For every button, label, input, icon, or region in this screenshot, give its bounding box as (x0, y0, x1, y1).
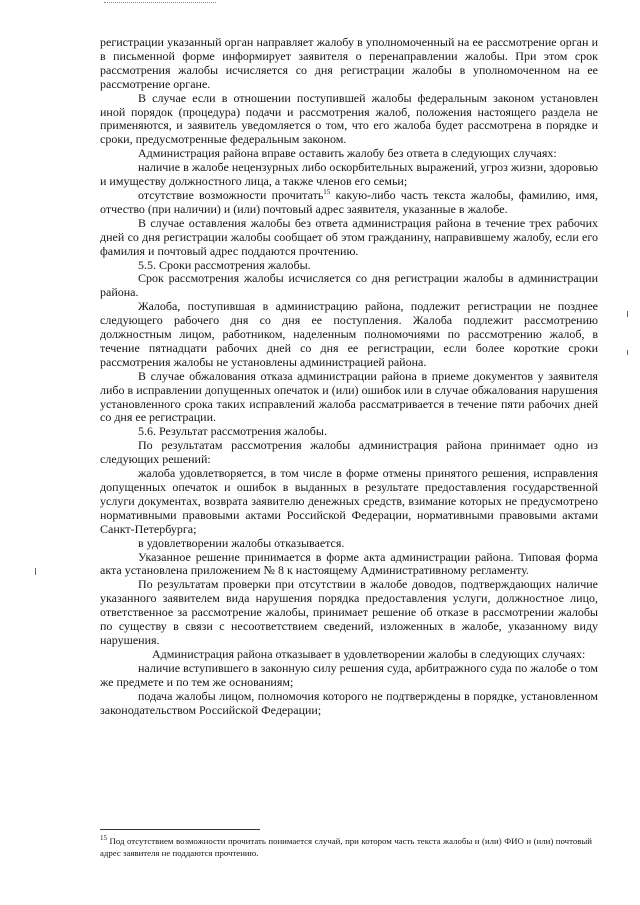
footnote-text (100, 835, 592, 859)
paragraph: В случае оставления жалобы без ответа администрация района в течение трех рабочих дней со дня регистрации жалобы сообщает об этом гражданину, направившему жалобу, если его фамилия и почтовый адрес поддаются прочтению. (100, 215, 598, 258)
scan-artifact-margin (627, 311, 628, 317)
footnote-body: Под отсутствием возможности прочитать понимается случай, при котором часть текста жалобы и (или) ФИО и (или) почтовый адрес заявителя не поддаются прочтению. (100, 836, 592, 858)
scan-artifact-top (104, 2, 216, 3)
list-item: жалоба удовлетворяется, в том числе в форме отмены принятого решения, исправления допущенных опечаток и ошибок в выданных в результате предоставления государственной услуги документах, возврата заявителю денежных средств, взимание которых не предусмотрено нормативными правовыми актами Российской Федерации, нормативными правовыми актами Санкт-Петербурга; (100, 466, 598, 536)
footnote-number: 15 (100, 834, 107, 843)
paragraph: По результатам проверки при отсутствии в жалобе доводов, подтверждающих наличие указанного заявителем вида нарушения порядка предоставления услуги, должностное лицо, ответственное за рассмотрение жалобы, принимает решение об отказе в рассмотрении жалобы по существу в связи с несоответствием сведений, изложенных в жалобе, указанному виду нарушения. (100, 577, 598, 647)
paragraph: Администрация района отказывает в удовлетворении жалобы в следующих случаях: (152, 646, 586, 661)
list-item: в удовлетворении жалобы отказывается. (138, 535, 345, 550)
footnote-divider (100, 829, 260, 830)
paragraph: Указанное решение принимается в форме акта администрации района. Типовая форма акта установлена приложением № 8 к настоящему Административному регламенту. (100, 549, 598, 578)
scan-artifact-margin (35, 568, 36, 575)
paragraph: В случае если в отношении поступившей жалобы федеральным законом установлен иной порядок (процедура) подачи и рассмотрения жалоб, положения настоящего раздела не применяются, и заявитель уведомляется о том, что его жалоба будет рассмотрена в порядке и сроки, предусмотренные федеральным законом. (100, 90, 598, 147)
scan-artifact-margin (627, 350, 628, 355)
footnote-ref: 15 (323, 187, 331, 196)
list-item: подача жалобы лицом, полномочия которого не подтверждены в порядке, установленном законодательством Российской Федерации; (100, 688, 598, 717)
list-item-text: какую-либо часть текста жалобы, фамилию, имя, отчество (при наличии) и (или) почтовый адрес заявителя, указанные в жалобе. (100, 187, 598, 216)
section-heading: 5.6. Результат рассмотрения жалобы. (138, 424, 327, 439)
paragraph: Срок рассмотрения жалобы исчисляется со дня регистрации жалобы в администрации района. (100, 271, 598, 300)
list-item: наличие в жалобе нецензурных либо оскорбительных выражений, угроз жизни, здоровью и имуществу должностного лица, а также членов его семьи; (100, 160, 598, 189)
paragraph: Жалоба, поступившая в администрацию района, подлежит регистрации не позднее следующего рабочего дня со дня ее поступления. Жалоба подлежит рассмотрению должностным лицом, работником, наделенным полномочиями по рассмотрению жалоб, в течение пятнадцати рабочих дней со дня ее регистрации, если более короткие сроки рассмотрения жалобы не установлены администрацией района. (100, 299, 598, 369)
paragraph: По результатам рассмотрения жалобы администрация района принимает одно из следующих решений: (100, 438, 598, 467)
document-body (100, 36, 598, 717)
paragraph: регистрации указанный орган направляет жалобу в уполномоченный на ее рассмотрение орган и в письменной форме информирует заявителя о перенаправлении жалобы. При этом срок рассмотрения жалобы исчисляется со дня регистрации жалобы в уполномоченном на ее рассмотрение органе. (100, 35, 598, 91)
paragraph: Администрация района вправе оставить жалобу без ответа в следующих случаях: (138, 146, 557, 161)
paragraph: В случае обжалования отказа администрации района в приеме документов у заявителя либо в исправлении допущенных опечаток и (или) ошибок или в случае обжалования нарушения установленного срока таких исправлений жалоба рассматривается в течение пяти рабочих дней со дня ее регистрации. (100, 368, 598, 425)
section-heading: 5.5. Сроки рассмотрения жалобы. (138, 257, 311, 272)
list-item (100, 189, 598, 217)
footnote (100, 835, 592, 859)
list-item-text: отсутствие возможности прочитать (138, 187, 324, 202)
list-item: наличие вступившего в законную силу решения суда, арбитражного суда по жалобе о том же предмете и по тем же основаниям; (100, 660, 598, 689)
